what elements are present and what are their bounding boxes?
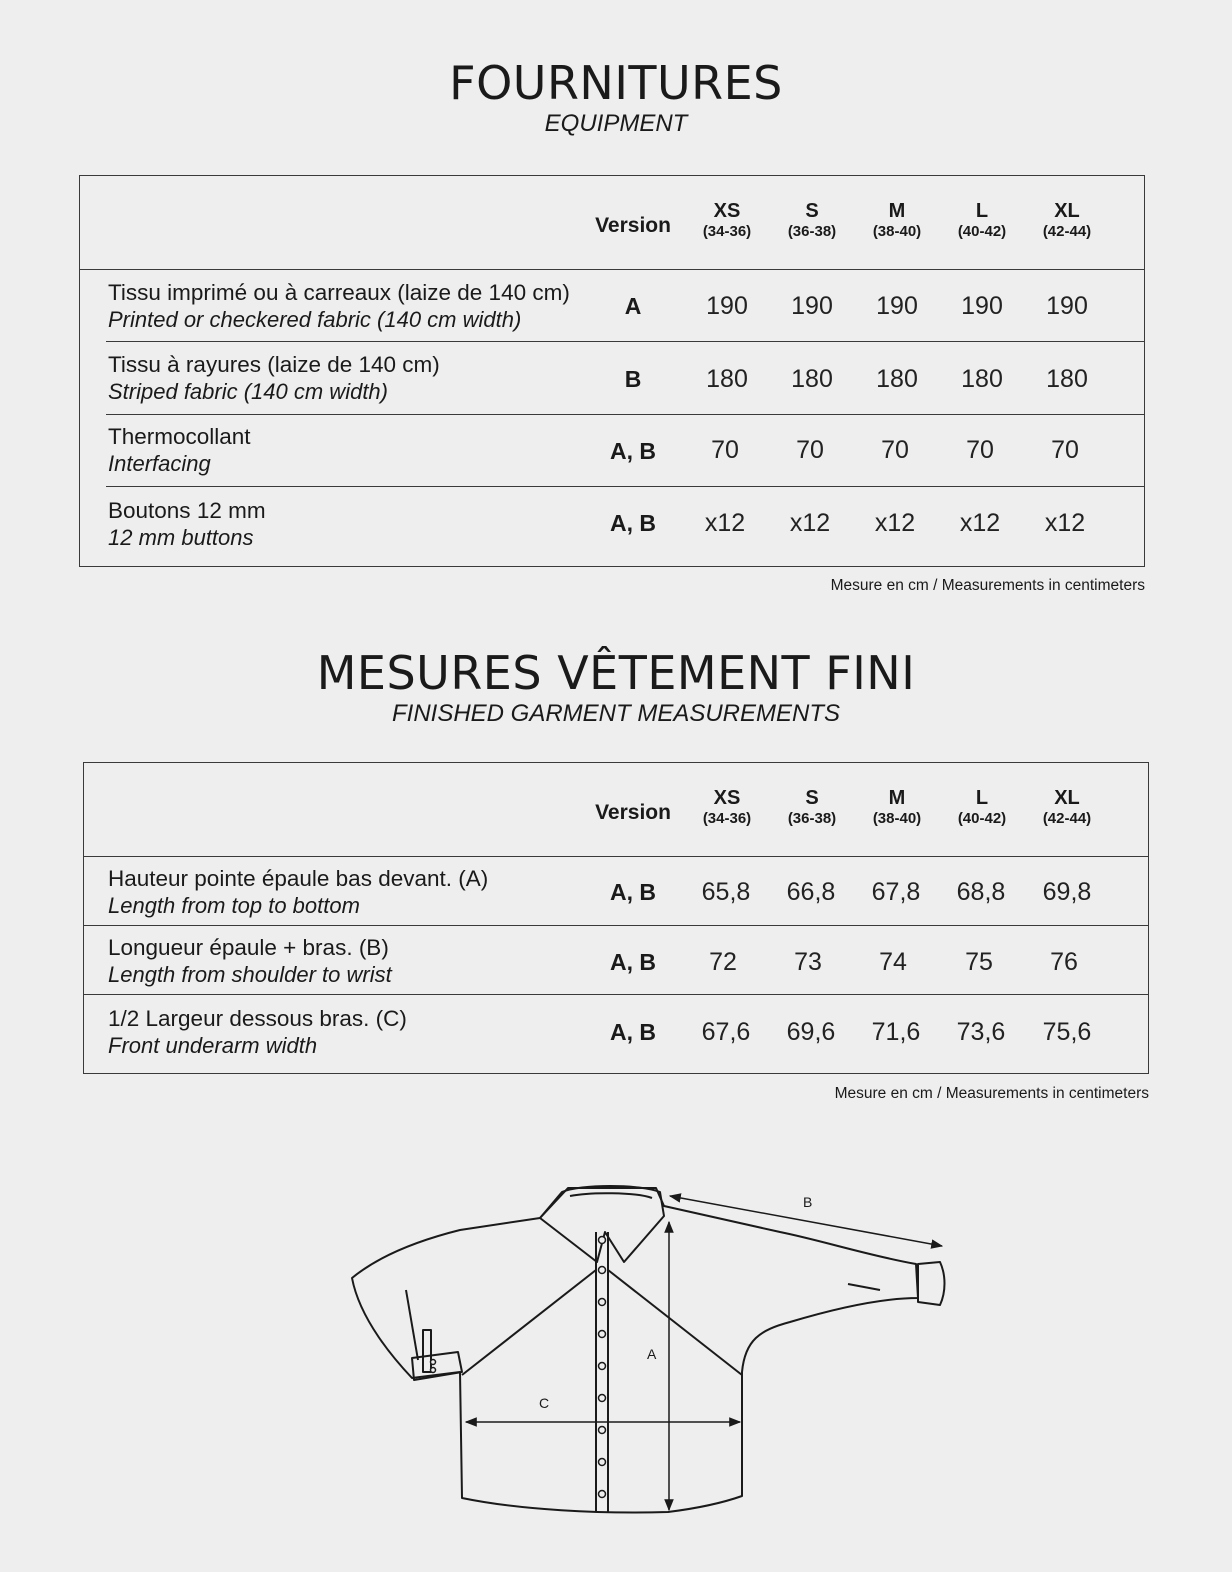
- row-value: 180: [791, 365, 833, 393]
- measurements-subtitle: FINISHED GARMENT MEASUREMENTS: [391, 700, 841, 727]
- row-value: 75: [965, 948, 993, 976]
- row-label-en: Length from top to bottom: [108, 893, 360, 918]
- row-value: 70: [796, 436, 824, 464]
- row-value: 74: [879, 948, 907, 976]
- row-value: 70: [966, 436, 994, 464]
- row-label-fr: Longueur épaule + bras. (B): [108, 935, 389, 960]
- row-version: A, B: [610, 438, 656, 464]
- version-header: Version: [595, 801, 671, 824]
- size-header-s: S (36-38): [787, 787, 837, 827]
- row-value: 69,8: [1042, 878, 1092, 906]
- row-label-en: Length from shoulder to wrist: [108, 962, 392, 987]
- row-value: 190: [706, 292, 748, 320]
- row-value: 73: [794, 948, 822, 976]
- buttons: [431, 1237, 606, 1498]
- row-version: A, B: [610, 1019, 656, 1045]
- row-value: 72: [709, 948, 737, 976]
- row-version: A, B: [610, 510, 656, 536]
- row-label-en: Front underarm width: [108, 1033, 318, 1058]
- right-cuff: [918, 1262, 945, 1305]
- size-header-xl: XL (42-44): [1042, 787, 1092, 827]
- row-value: x12: [704, 509, 746, 537]
- row-version: A, B: [610, 949, 656, 975]
- row-label-fr: Boutons 12 mm: [108, 498, 266, 523]
- row-version: A: [624, 293, 642, 319]
- equipment-subtitle: EQUIPMENT: [544, 110, 688, 137]
- row-value: 70: [1051, 436, 1079, 464]
- shirt-body-outline: [352, 1188, 918, 1512]
- row-value: 190: [791, 292, 833, 320]
- row-label-en: Striped fabric (140 cm width): [108, 379, 388, 404]
- row-value: 67,8: [871, 878, 921, 906]
- row-value: 180: [876, 365, 918, 393]
- size-header-m: M (38-40): [872, 200, 922, 240]
- row-label-fr: Tissu à rayures (laize de 140 cm): [108, 352, 440, 377]
- row-label-en: Interfacing: [108, 451, 211, 476]
- row-value: 76: [1050, 948, 1078, 976]
- shirt-collar: [540, 1186, 664, 1262]
- row-version: A, B: [610, 879, 656, 905]
- size-header-xs: XS (34-36): [702, 200, 752, 240]
- size-header-m: M (38-40): [872, 787, 922, 827]
- row-value: 190: [961, 292, 1003, 320]
- row-label-en: Printed or checkered fabric (140 cm width): [108, 307, 522, 332]
- row-value: 69,6: [786, 1018, 836, 1046]
- row-label-fr: Tissu imprimé ou à carreaux (laize de 140 cm): [108, 280, 570, 305]
- measurements-title: MESURES VÊTEMENT FINI: [316, 646, 916, 700]
- label-a: A: [647, 1346, 657, 1362]
- row-value: 67,6: [701, 1018, 751, 1046]
- row-value: x12: [874, 509, 916, 537]
- size-header-xl: XL (42-44): [1042, 200, 1092, 240]
- row-value: 180: [961, 365, 1003, 393]
- size-header-l: L (40-42): [957, 787, 1007, 827]
- size-header-xs: XS (34-36): [702, 787, 752, 827]
- label-b: B: [803, 1194, 813, 1210]
- row-value: 190: [1046, 292, 1088, 320]
- row-value: 70: [881, 436, 909, 464]
- row-version: B: [624, 366, 642, 392]
- row-value: 180: [706, 365, 748, 393]
- row-value: x12: [959, 509, 1001, 537]
- row-value: 65,8: [701, 878, 751, 906]
- row-value: 68,8: [956, 878, 1006, 906]
- row-value: x12: [789, 509, 831, 537]
- row-label-fr: Thermocollant: [108, 424, 251, 449]
- measurements-note: Mesure en cm / Measurements in centimeters: [834, 1085, 1149, 1102]
- row-label-fr: Hauteur pointe épaule bas devant. (A): [108, 866, 489, 891]
- version-header: Version: [595, 214, 671, 237]
- row-value: 190: [876, 292, 918, 320]
- row-value: 71,6: [871, 1018, 921, 1046]
- left-cuff: [412, 1352, 462, 1380]
- row-value: 75,6: [1042, 1018, 1092, 1046]
- label-c: C: [539, 1395, 550, 1411]
- row-value: 73,6: [956, 1018, 1006, 1046]
- size-header-s: S (36-38): [787, 200, 837, 240]
- row-value: x12: [1044, 509, 1086, 537]
- row-label-en: 12 mm buttons: [108, 525, 254, 550]
- size-header-l: L (40-42): [957, 200, 1007, 240]
- equipment-title: FOURNITURES: [449, 56, 783, 110]
- row-value: 180: [1046, 365, 1088, 393]
- equipment-note: Mesure en cm / Measurements in centimeters: [830, 577, 1145, 594]
- row-value: 70: [711, 436, 739, 464]
- row-label-fr: 1/2 Largeur dessous bras. (C): [108, 1006, 407, 1031]
- row-value: 66,8: [786, 878, 836, 906]
